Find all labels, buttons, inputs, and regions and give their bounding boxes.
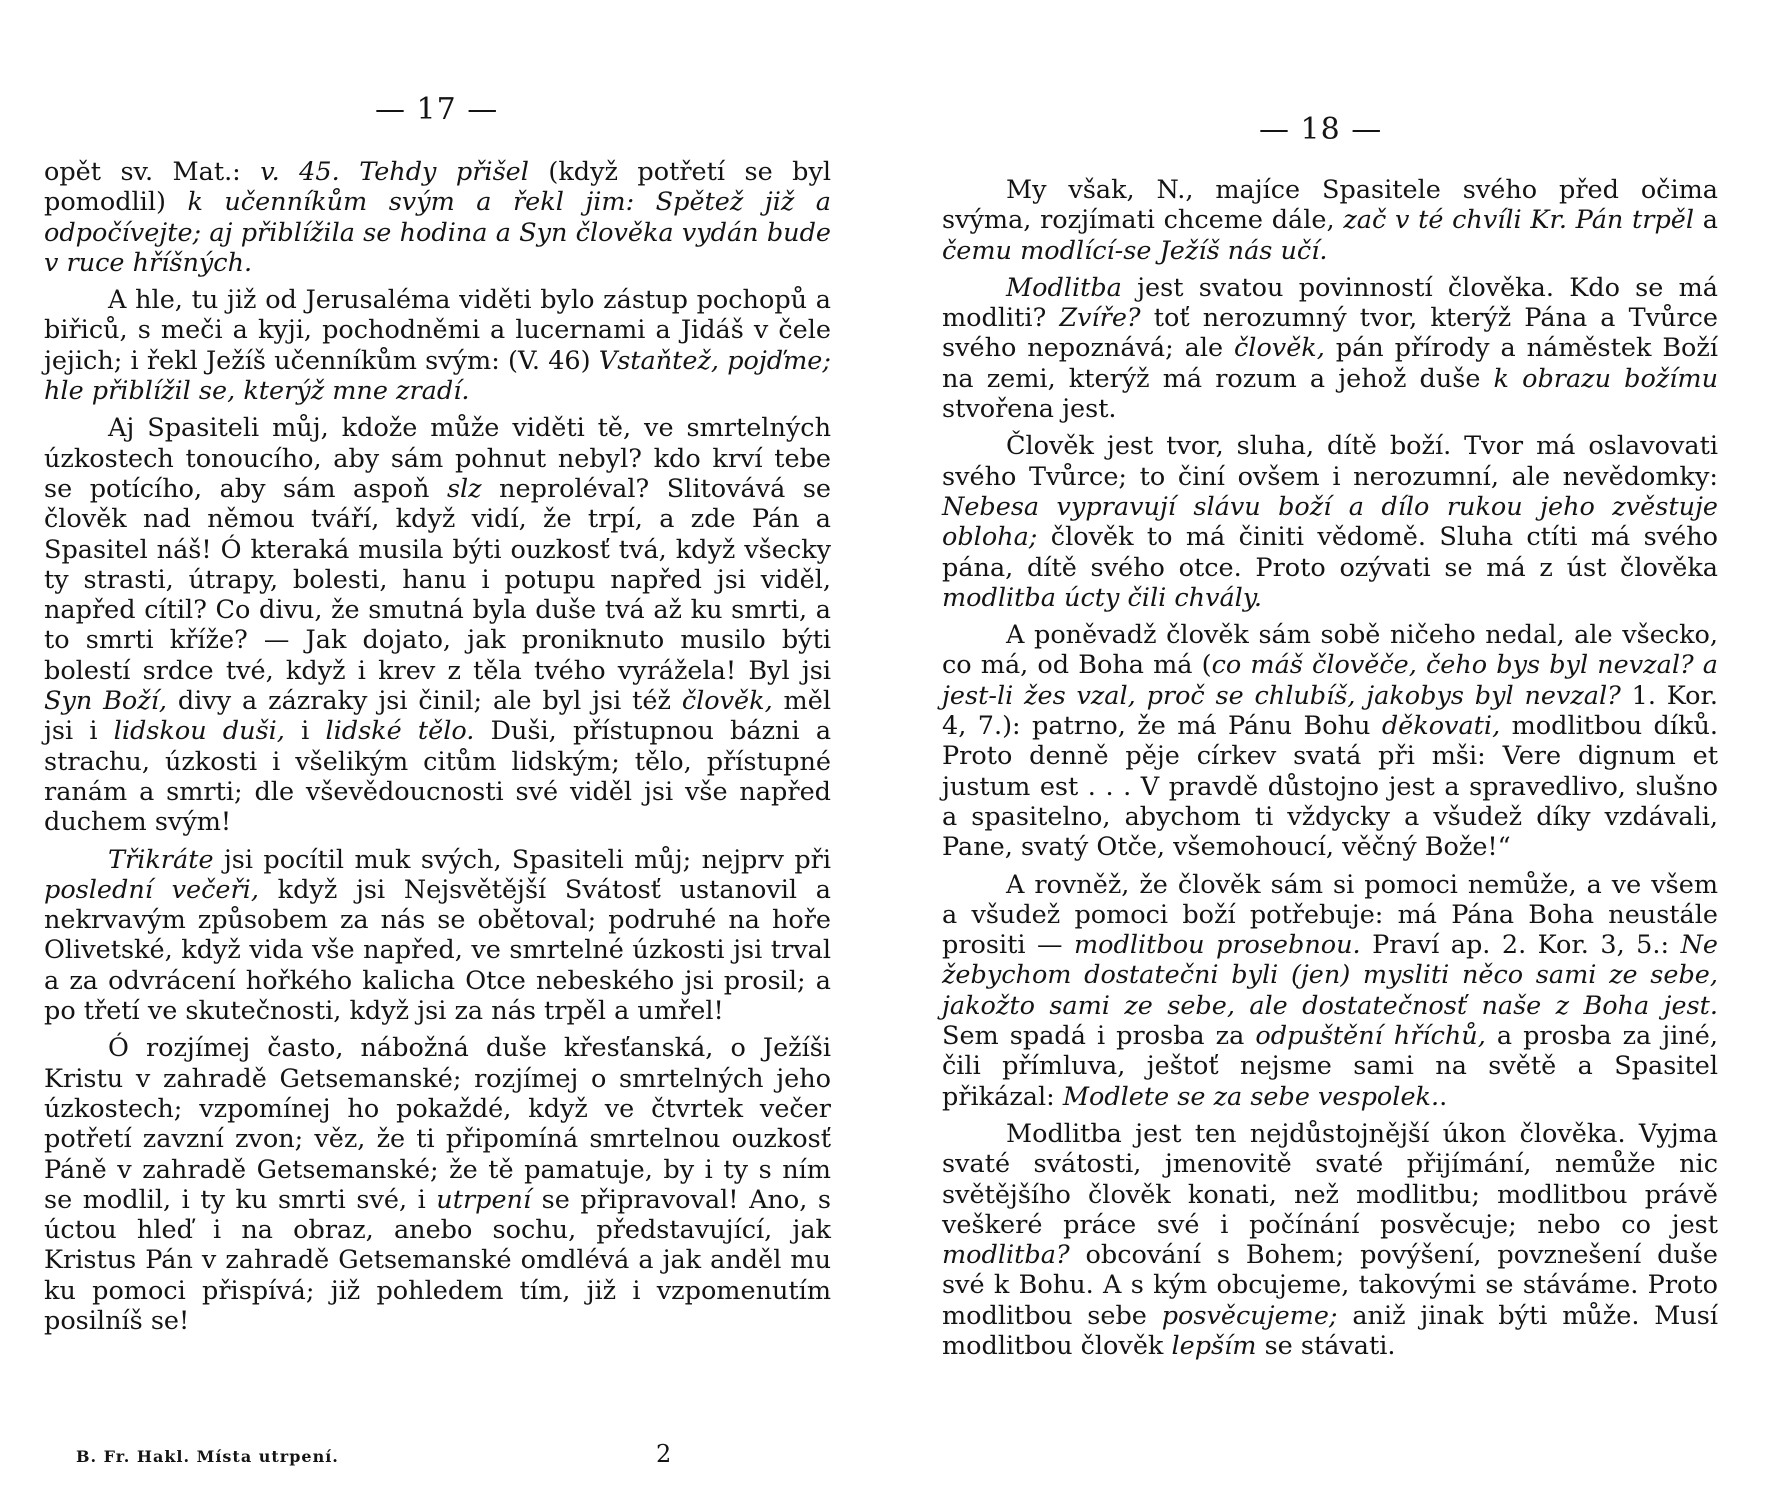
paragraph bbox=[44, 157, 831, 278]
page-number: — 18 — bbox=[1259, 112, 1383, 147]
text-run: aniž jinak býti může. Musí modlitbou člověk bbox=[942, 1300, 1718, 1361]
text-run: stvořena jest. bbox=[942, 394, 1117, 425]
text-run: se připravoval! Ano, s úctou hleď i na obraz, anebo sochu, představující, jak Kristus Pán v zahradě Getsemanské omdlévá a jak anděl mu ku pomoci přispívá; již pohledem tím, již i vzpomenutím posilníš se! bbox=[44, 1184, 831, 1336]
paragraph bbox=[44, 845, 831, 1027]
emphasis-text: modlitbou prosebnou. bbox=[1073, 930, 1361, 961]
paragraph bbox=[942, 1119, 1718, 1361]
text-run: A rovněž, že člověk sám si pomoci nemůže, a ve všem a všudež pomoci boží potřebuje: má Pána Boha neustále prositi — bbox=[942, 869, 1718, 961]
text-run: Člověk jest tvor, sluha, dítě boží. Tvor má oslavovati svého Tvůrce; to činí ovšem i nerozumní, ale nevědomky: bbox=[942, 431, 1718, 492]
emphasis-text: modlitba úcty čili chvály. bbox=[942, 582, 1262, 613]
emphasis-text: lidské tělo. bbox=[325, 716, 475, 747]
emphasis-text: čemu modlící-se Ježíš nás učí. bbox=[942, 235, 1328, 266]
text-run: Aj Spasiteli můj, kdože může viděti tě, ve smrtelných úzkostech tonoucího, aby sám pohnut nebyl? kdo krví tebe se potícího, aby sám aspoň bbox=[44, 413, 831, 504]
text-run: neproléval? Slitovává se člověk nad němou tváří, když vidí, že trpí, a zde Pán a Spasitel náš! Ó kteraká musila býti ouzkosť tvá, když všecky ty strasti, útrapy, bolesti, hanu i potupu napřed jsi viděl, napřed cítil? Co divu, že smutná byla duše tvá až ku smrti, a to smrti kříže? — Jak dojato, jak proniknuto musilo býti bolestí srdce tvé, když i krev z těla tvého vyrážela! Byl jsi bbox=[44, 473, 831, 686]
text-run: pán přírody a náměstek Boží na zemi, kterýž má rozum a jehož duše bbox=[942, 333, 1718, 394]
paragraph bbox=[942, 273, 1718, 424]
text-run: Ó rozjímej často, nábožná duše křesťanská, o Ježíši Kristu v zahradě Getsemanské; rozjímej o smrtelných jeho úzkostech; vzpomínej ho pokaždé, když ve čtvrtek večer potřetí zavzní zvon; věz, že ti připomíná smrtelnou ouzkosť Páně v zahradě Getsemanské; že tě pamatuje, by i ty s ním se modlil, i ty ku smrti své, i bbox=[44, 1033, 831, 1215]
emphasis-text: odpuštění hříchů, bbox=[1255, 1021, 1486, 1052]
text-run: 1. Kor. 4, 7.): patrno, že má Pánu Bohu bbox=[942, 680, 1718, 742]
text-run: Modlitba jest ten nejdůstojnější úkon člověka. Vyjma svaté svátosti, jmenovitě svaté přijímání, nemůže nic světějšího člověk konati, než modlitbu; modlitbou právě veškeré práce své i počínání posvěcuje; nebo co jest bbox=[942, 1118, 1718, 1240]
page-number: — 17 — bbox=[375, 92, 499, 127]
text-run: Praví ap. 2. Kor. 3, 5.: bbox=[1360, 930, 1681, 961]
emphasis-text: modlitba? bbox=[942, 1240, 1070, 1271]
emphasis-text: lepším bbox=[1171, 1330, 1257, 1361]
emphasis-text: utrpení bbox=[436, 1184, 532, 1215]
emphasis-text: k učenníkům svým a řekl jim: Spětež již a odpočívejte; aj přiblížila se hodina a Syn člověka vydán bude v ruce hříšných. bbox=[44, 187, 831, 278]
text-run: Sem spadá i prosba za bbox=[942, 1021, 1256, 1052]
text-run: a bbox=[1694, 205, 1718, 236]
text-run: Duši, přístupnou bázni a strachu, úzkosti i všelikým citům lidským; tělo, přístupné ranám a smrti; dle vševědoucnosti své viděl jsi vše napřed duchem svým! bbox=[44, 716, 832, 838]
text-run: . bbox=[1439, 1081, 1448, 1112]
footer-source: B. Fr. Hakl. Místa utrpení. bbox=[76, 1447, 339, 1466]
emphasis-text: člověk, bbox=[681, 686, 773, 717]
text-run: i bbox=[284, 716, 326, 747]
text-run: toť nerozumný tvor, kterýž Pána a Tvůrce svého nepoznává; ale bbox=[942, 303, 1718, 364]
text-column bbox=[44, 157, 831, 1343]
emphasis-text: poslední večeři, bbox=[44, 874, 259, 905]
emphasis-text: Ne žebychom dostatečni byli (jen) mysliti něco sami ze sebe, jakožto sami ze sebe, ale dostatečnosť naše z Boha jest. bbox=[942, 930, 1718, 1021]
signature-mark: 2 bbox=[656, 1440, 672, 1468]
text-run: měl jsi i bbox=[44, 686, 831, 747]
emphasis-text: lidskou duši, bbox=[113, 716, 285, 747]
emphasis-text: zač v té chvíli Kr. Pán trpěl bbox=[1343, 205, 1695, 236]
text-run: když jsi Nejsvětější Svátosť ustanovil a nekrvavým způsobem za nás se obětoval; podruhé na hoře Olivetské, když vida vše napřed, ve smrtelné úzkosti jsi trval a za odvrácení hořkého kalicha Otce nebeského jsi prosil; a po třetí ve skutečnosti, když jsi za nás trpěl a umřel! bbox=[44, 874, 831, 1027]
text-run: se stávati. bbox=[1256, 1330, 1396, 1361]
paragraph bbox=[942, 620, 1718, 862]
emphasis-text: Vstaňtež, pojďme; hle přiblížil se, kterýž mne zradí. bbox=[44, 345, 831, 407]
text-run: obcování s Bohem; povýšení, povznešení duše své k Bohu. A s kým obcujeme, takovými se stáváme. Proto modlitbou sebe bbox=[942, 1240, 1718, 1331]
emphasis-text: Syn Boží, bbox=[44, 686, 167, 717]
text-run: jsi pocítil muk svých, Spasiteli můj; nejprv při bbox=[213, 844, 831, 875]
text-run: a prosba za jiné, čili přímluva, ještoť nejsme sami na světě a Spasitel přikázal: bbox=[942, 1021, 1718, 1112]
text-run: opět sv. Mat.: bbox=[44, 157, 261, 187]
text-run: člověk to má činiti vědomě. Sluha ctíti má svého pána, dítě svého otce. Proto ozývati se má z úst člověka bbox=[942, 522, 1718, 583]
text-run: modlitbou díků. Proto denně pěje církev svatá při mši: Vere dignum et justum est . . . V pravdě důstojno jest a spravedlivo, slušno a spasitelno, abychom ti vždycky a všudež díky vzdávali, Pane, svatý Otče, všemohoucí, věčný Bože!“ bbox=[942, 711, 1718, 863]
emphasis-text: Modlete se za sebe vespolek. bbox=[1062, 1081, 1440, 1112]
emphasis-text: člověk, bbox=[1234, 333, 1325, 364]
text-run: divy a zázraky jsi činil; ale byl jsi též bbox=[166, 686, 682, 717]
paragraph bbox=[44, 285, 831, 406]
emphasis-text: Zvíře? bbox=[1059, 303, 1141, 334]
text-run: My však, N., majíce Spasitele svého před očima svýma, rozjímati chceme dále, bbox=[942, 175, 1718, 236]
emphasis-text: co máš člověče, čeho bys byl nevzal? a jest-li žes vzal, proč se chlubíš, jakobys byl nevzal? bbox=[942, 650, 1718, 711]
emphasis-text: v. 45. Tehdy přišel bbox=[260, 157, 529, 187]
text-run: A hle, tu již od Jerusaléma viděti bylo zástup pochopů a biřiců, s meči a kyji, pochodněmi a lucernami a Jidáš v čele jejich; i řekl Ježíš učenníkům svým: (V. 46) bbox=[44, 285, 831, 376]
paragraph bbox=[942, 870, 1718, 1112]
text-run: (když potřetí se byl pomodlil) bbox=[44, 157, 832, 218]
paragraph bbox=[44, 1033, 831, 1336]
text-run: A poněvadž člověk sám sobě ničeho nedal, ale všecko, co má, od Boha má ( bbox=[942, 620, 1718, 681]
emphasis-text: k obrazu božímu bbox=[1493, 363, 1718, 394]
emphasis-text: děkovati, bbox=[1381, 711, 1501, 742]
paragraph bbox=[44, 413, 831, 837]
emphasis-text: posvěcujeme; bbox=[1161, 1300, 1338, 1331]
paragraph bbox=[942, 175, 1718, 266]
emphasis-text: Nebesa vypravují slávu boží a dílo rukou jeho zvěstuje obloha; bbox=[942, 491, 1718, 553]
text-run: jest svatou povinností člověka. Kdo se má modliti? bbox=[942, 272, 1718, 334]
emphasis-text: Třikráte bbox=[108, 844, 214, 875]
emphasis-text: slz bbox=[446, 473, 482, 504]
right-page bbox=[884, 0, 1768, 1500]
emphasis-text: Modlitba bbox=[1006, 272, 1122, 303]
paragraph bbox=[942, 431, 1718, 613]
text-column bbox=[942, 175, 1718, 1368]
